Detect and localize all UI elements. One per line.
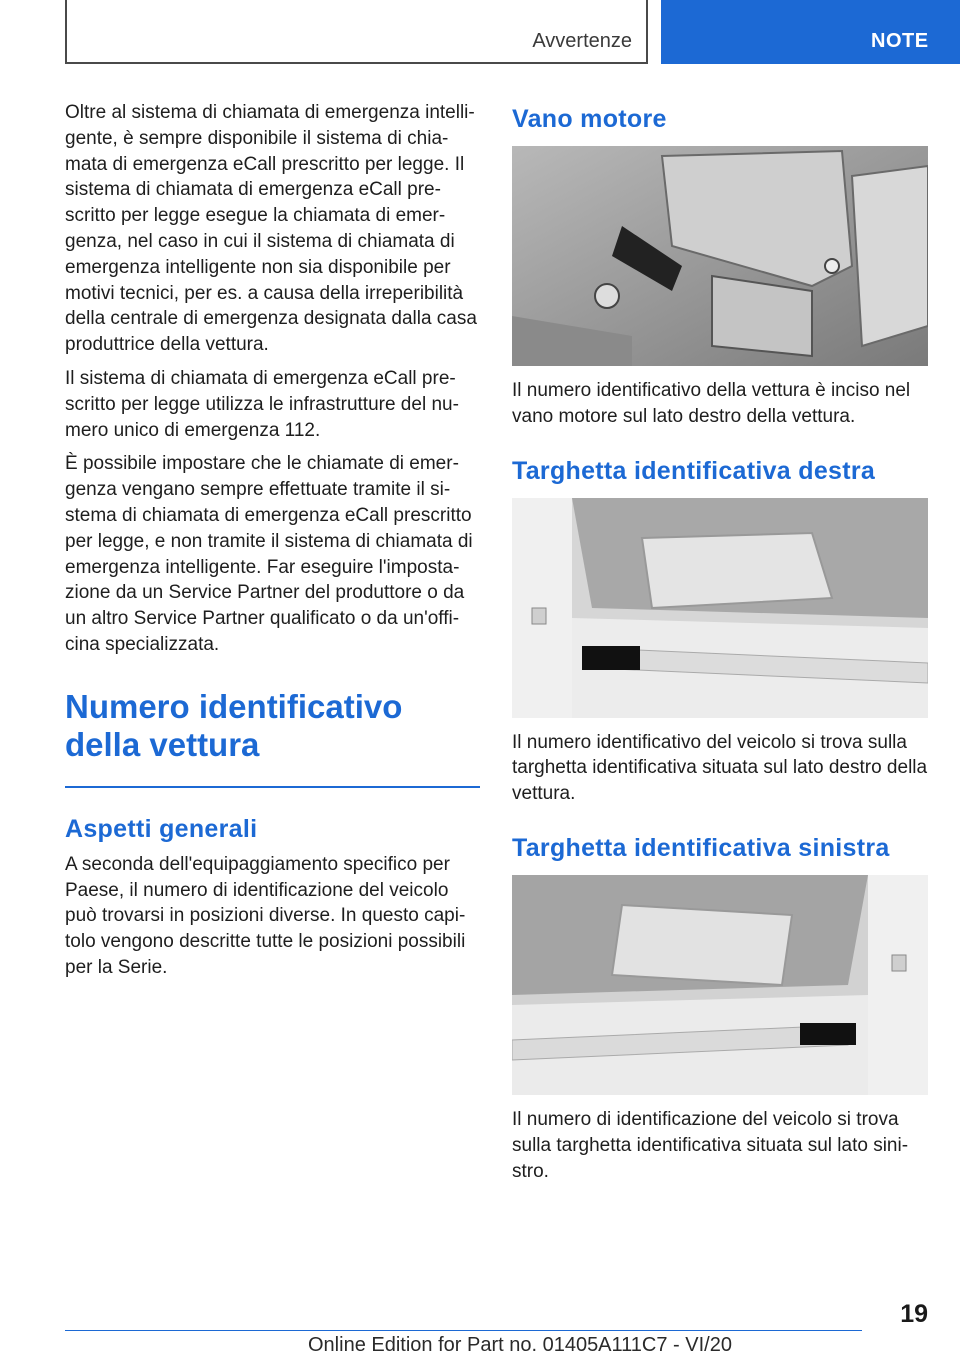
engine-bay-illustration: [512, 146, 928, 366]
header-section-title: Avvertenze: [532, 30, 632, 52]
left-plate-illustration: [512, 875, 928, 1095]
section-title-general: Aspetti generali: [65, 814, 258, 843]
engine-bay-caption: Il numero identificativo della vettura è inciso nel vano motore sul lato destro della vettura.: [512, 380, 911, 427]
header-tab-label: NOTE: [871, 30, 929, 52]
right-plate-caption: Il numero identificativo del veicolo si trova sulla targhetta identificativa situata sul lato destro della vettura.: [512, 731, 928, 805]
header-section-box: [65, 0, 648, 64]
chapter-divider: [65, 786, 480, 788]
section-title-right-plate: Targhetta identificativa destra: [512, 456, 876, 485]
footer-edition: Online Edition for Part no. 01405A111C7 - VI/20: [308, 1334, 732, 1356]
left-plate-photo: [512, 875, 928, 1095]
section-title-left-plate: Targhetta identificativa sinistra: [512, 833, 890, 862]
right-column: [512, 100, 928, 1192]
intro-paragraph-2: Il sistema di chiamata di emergenza eCall prescritto per legge utilizza le infrastrutture del numero unico di emergenza 112.: [65, 367, 459, 441]
footer-divider: [65, 1330, 862, 1331]
right-plate-illustration: [512, 498, 928, 718]
chapter-title: Numero identificativo della vettura: [65, 687, 403, 763]
left-column: [65, 100, 480, 989]
header-tab-note[interactable]: [661, 0, 960, 64]
right-plate-photo: [512, 498, 928, 718]
section-text-general: A seconda dell'equipaggiamento specifico per Paese, il numero di identificazione del veicolo può trovarsi in posizioni diverse. In questo capitolo vengono descritte tutte le posizioni possibili per la Serie.: [65, 853, 466, 978]
intro-paragraph-3: È possibile impostare che le chiamate di emergenza vengano sempre effettuate tramite il sistema di chiamata di emergenza eCall prescritto per legge, e non tramite il sistema di chiamata di emergenza intelligente. Far eseguire l'impostazione da un Service Partner del produttore o da un altro Service Partner qualificato o da un'officina specializzata.: [65, 453, 473, 655]
page-number: 19: [900, 1300, 928, 1328]
left-plate-caption: Il numero di identificazione del veicolo si trova sulla targhetta identificativa situata sul lato sinistro.: [512, 1108, 909, 1182]
engine-bay-photo: [512, 146, 928, 366]
intro-paragraph-1: Oltre al sistema di chiamata di emergenza intelligente, è sempre disponibile il sistema di chiamata di emergenza eCall prescritto per legge. Il sistema di chiamata di emergenza eCall prescritto per legge esegue la chiamata di emergenza, nel caso in cui il sistema di chiamata di emergenza intelligente non sia disponibile per motivi tecnici, per es. a causa della irreperibilità della centrale di emergenza designata dalla casa produttrice della vettura.: [65, 102, 477, 356]
section-title-engine-bay: Vano motore: [512, 105, 667, 133]
